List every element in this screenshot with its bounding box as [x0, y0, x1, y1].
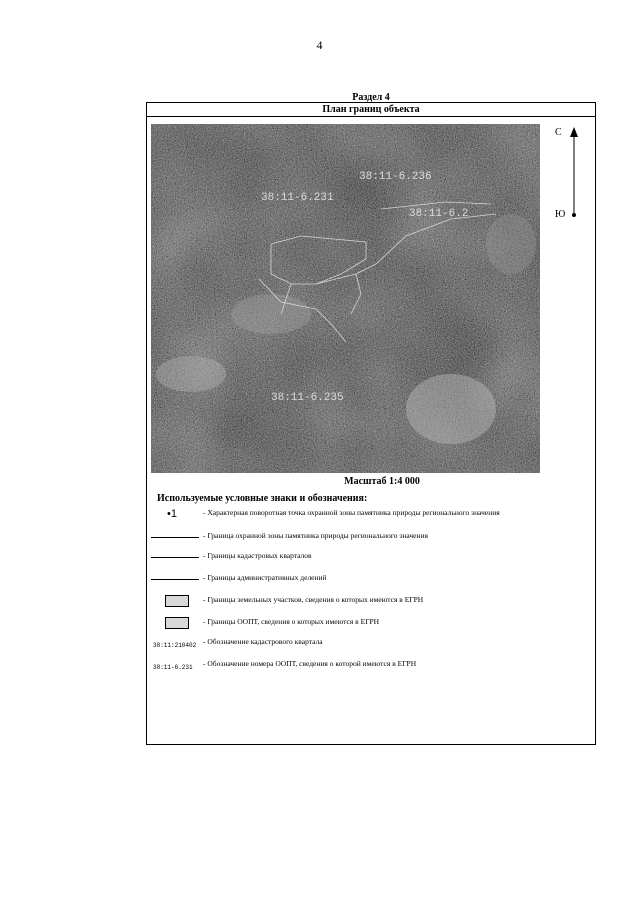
legend-item-text: - Границы ООПТ, сведения о которых имеются в ЕГРН: [203, 617, 380, 626]
map-label-1: 38:11-6.236: [359, 171, 432, 183]
oopt-code-symbol: [151, 659, 201, 675]
cadastral-code-label: 38:11:210402: [153, 642, 197, 649]
legend-title: Используемые условные знаки и обозначения:: [157, 493, 368, 504]
oopt-code-label: 38:11-6.231: [153, 664, 193, 671]
legend-item-text: - Границы кадастровых кварталов: [203, 551, 312, 560]
map-label-2: 38:11-6.231: [261, 192, 334, 204]
legend-item-text: - Характерная поворотная точка охранной зоны памятника природы регионального значения: [203, 508, 500, 517]
satellite-map: [151, 124, 540, 473]
map-image: [151, 124, 540, 473]
cadastral-line-symbol: [151, 549, 201, 565]
point-symbol-label: •1: [167, 508, 177, 520]
cadastral-code-symbol: [151, 637, 201, 653]
compass-south-label: Ю: [555, 209, 566, 220]
compass: [553, 127, 593, 227]
legend-item-text: - Границы административных делений: [203, 573, 327, 582]
scale-label: Масштаб 1:4 000: [344, 476, 420, 487]
oopt-box-symbol: [151, 615, 201, 631]
legend-item: [147, 637, 597, 657]
point-symbol: [151, 508, 201, 524]
compass-north-label: С: [555, 127, 562, 138]
legend-item: [147, 593, 597, 613]
admin-line-symbol: [151, 571, 201, 587]
legend-item-text: - Обозначение номера ООПТ, сведения о которой имеются в ЕГРН: [203, 659, 417, 668]
legend-item-text: - Обозначение кадастрового квартала: [203, 637, 323, 646]
boundary-line-symbol: [151, 529, 201, 545]
legend-item: [147, 508, 597, 528]
legend-item: [147, 659, 597, 679]
legend-item: [147, 529, 597, 549]
legend-item-text: - Граница охранной зоны памятника природы регионального значения: [203, 531, 428, 540]
land-plot-box-symbol: [151, 593, 201, 609]
compass-arrow-icon: [567, 127, 581, 219]
legend-item: [147, 615, 597, 635]
section-title: Раздел 4: [352, 92, 390, 103]
legend-item: [147, 571, 597, 591]
map-label-4: 38:11-6.235: [271, 392, 344, 404]
legend-item: [147, 549, 597, 569]
plan-title: План границ объекта: [147, 103, 595, 117]
map-label-3: 38:11-6.2: [409, 208, 469, 220]
page-number: 4: [316, 38, 323, 52]
plan-frame: [146, 102, 596, 745]
legend-item-text: - Границы земельных участков, сведения о которых имеются в ЕГРН: [203, 595, 424, 604]
